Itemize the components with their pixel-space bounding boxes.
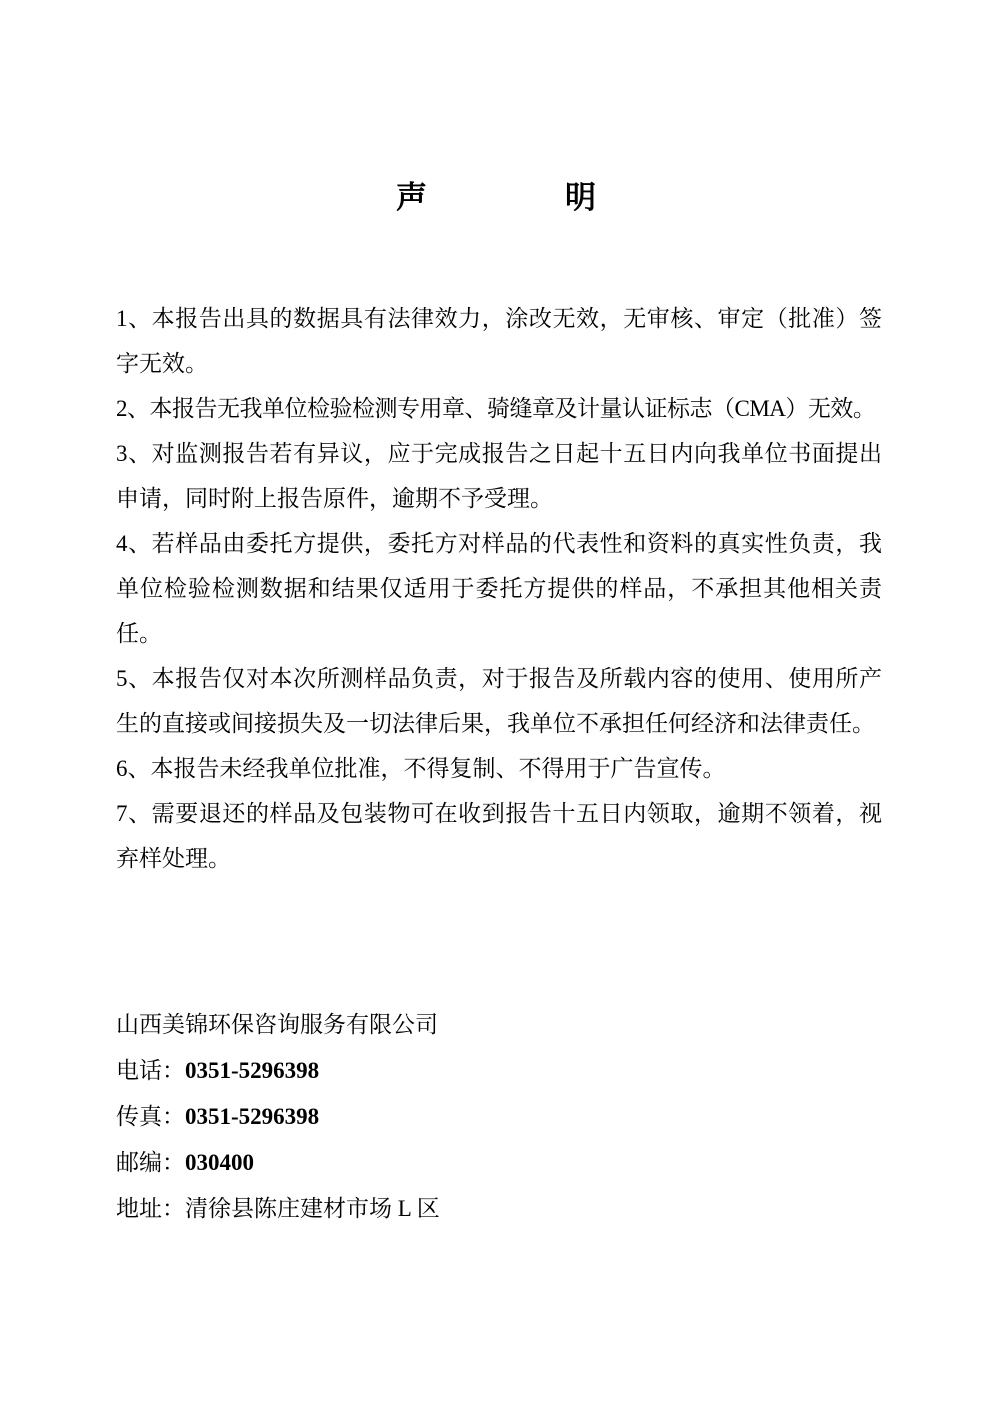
statement-4: 4、若样品由委托方提供，委托方对样品的代表性和资料的真实性负责，我单位检验检测数据和结果仅适用于委托方提供的样品，不承担其他相关责任。 bbox=[116, 531, 882, 646]
contact-fax bbox=[116, 1094, 440, 1140]
company-name: 山西美锦环保咨询服务有限公司 bbox=[116, 1012, 438, 1037]
statement-6: 6、本报告未经我单位批准，不得复制、不得用于广告宣传。 bbox=[116, 756, 726, 781]
statement-1: 1、本报告出具的数据具有法律效力，涂改无效，无审核、审定（批准）签字无效。 bbox=[116, 306, 882, 376]
title-char-2: 明 bbox=[565, 179, 596, 215]
address-label: 地址： bbox=[116, 1196, 185, 1221]
contact-phone bbox=[116, 1048, 440, 1094]
statement-7: 7、需要退还的样品及包装物可在收到报告十五日内领取，逾期不领着，视弃样处理。 bbox=[116, 801, 882, 871]
page-title bbox=[0, 179, 992, 217]
phone-value: 0351-5296398 bbox=[185, 1058, 320, 1083]
postal-value: 030400 bbox=[185, 1150, 254, 1175]
statement-list bbox=[116, 296, 882, 881]
postal-label: 邮编： bbox=[116, 1150, 185, 1175]
contact-postal-code bbox=[116, 1140, 440, 1186]
statement-5: 5、本报告仅对本次所测样品负责，对于报告及所载内容的使用、使用所产生的直接或间接损失及一切法律后果，我单位不承担任何经济和法律责任。 bbox=[116, 666, 882, 736]
statement-3: 3、对监测报告若有异议，应于完成报告之日起十五日内向我单位书面提出申请，同时附上报告原件，逾期不予受理。 bbox=[116, 441, 882, 511]
statement-2: 2、本报告无我单位检验检测专用章、骑缝章及计量认证标志（CMA）无效。 bbox=[116, 396, 876, 421]
fax-label: 传真： bbox=[116, 1104, 185, 1129]
company-contact-block bbox=[116, 1002, 440, 1232]
title-char-1: 声 bbox=[396, 179, 427, 215]
contact-address bbox=[116, 1186, 440, 1232]
fax-value: 0351-5296398 bbox=[185, 1104, 320, 1129]
phone-label: 电话： bbox=[116, 1058, 185, 1083]
address-value: 清徐县陈庄建材市场 L 区 bbox=[185, 1196, 440, 1221]
